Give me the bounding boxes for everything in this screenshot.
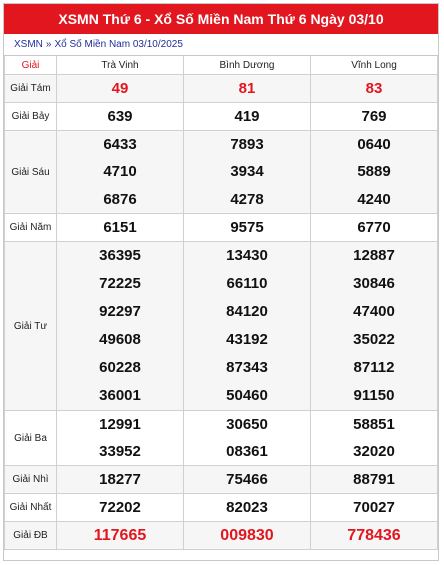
prize-number-group — [57, 131, 184, 214]
prize-label: Giải ĐB — [5, 522, 57, 550]
prize-number: 58851 — [353, 416, 395, 433]
prize-number: 5889 — [357, 163, 391, 181]
prize-label: Giải Nhì — [5, 466, 57, 494]
prize-number: 50460 — [226, 387, 268, 404]
prize-number: 009830 — [184, 522, 311, 550]
prize-number: 83 — [311, 75, 438, 103]
prize-number-group — [311, 411, 438, 466]
prize-number-group — [184, 242, 311, 411]
prize-number: 70027 — [311, 494, 438, 522]
prize-number: 30650 — [226, 416, 268, 433]
prize-number: 769 — [311, 103, 438, 131]
prize-number-group — [57, 242, 184, 411]
prize-number: 60228 — [99, 359, 141, 376]
prize-number: 75466 — [184, 466, 311, 494]
results-table — [4, 56, 438, 550]
breadcrumb — [4, 34, 438, 56]
prize-number: 9575 — [184, 214, 311, 242]
prize-number: 778436 — [311, 522, 438, 550]
prize-label: Giải Sáu — [5, 131, 57, 214]
prize-number: 43192 — [226, 331, 268, 348]
prize-label: Giải Ba — [5, 411, 57, 466]
prize-number: 82023 — [184, 494, 311, 522]
prize-number: 36395 — [99, 247, 141, 264]
prize-number: 4710 — [103, 163, 137, 181]
table-row — [5, 214, 438, 242]
prize-number: 81 — [184, 75, 311, 103]
prize-number-group — [311, 242, 438, 411]
prize-number: 36001 — [99, 387, 141, 404]
prize-number: 30846 — [353, 275, 395, 292]
table-row — [5, 522, 438, 550]
table-row — [5, 242, 438, 411]
province-header[interactable]: Vĩnh Long — [311, 56, 438, 75]
breadcrumb-separator: » — [45, 39, 52, 50]
prize-number: 6433 — [103, 136, 137, 153]
table-row — [5, 494, 438, 522]
table-row — [5, 103, 438, 131]
prize-number: 419 — [184, 103, 311, 131]
prize-number: 12887 — [353, 247, 395, 264]
prize-number: 6770 — [311, 214, 438, 242]
page-title: XSMN Thứ 6 - Xổ Số Miền Nam Thứ 6 Ngày 03/10 — [4, 4, 438, 34]
prize-number: 6876 — [103, 190, 137, 208]
prize-label: Giải Nhất — [5, 494, 57, 522]
prize-number: 6151 — [57, 214, 184, 242]
prize-number-group — [184, 131, 311, 214]
table-row — [5, 131, 438, 214]
prize-number: 72202 — [57, 494, 184, 522]
prize-number: 72225 — [99, 275, 141, 292]
prize-number: 66110 — [226, 275, 268, 292]
prize-number: 92297 — [99, 303, 141, 320]
province-header[interactable]: Trà Vinh — [57, 56, 184, 75]
prize-number: 3934 — [230, 163, 264, 181]
prize-number: 12991 — [99, 416, 141, 433]
prize-column-header: Giải — [5, 56, 57, 75]
prize-number: 7893 — [230, 136, 264, 153]
prize-number: 639 — [57, 103, 184, 131]
prize-number: 87343 — [226, 359, 268, 376]
prize-number: 18277 — [57, 466, 184, 494]
prize-number: 33952 — [99, 443, 141, 460]
prize-number: 4240 — [357, 190, 391, 208]
prize-number: 91150 — [353, 387, 395, 404]
prize-label: Giải Tư — [5, 242, 57, 411]
prize-number: 87112 — [353, 359, 395, 376]
prize-number: 84120 — [226, 303, 268, 320]
prize-number: 32020 — [353, 443, 395, 460]
prize-label: Giải Tám — [5, 75, 57, 103]
prize-number: 35022 — [353, 331, 395, 348]
prize-number-group — [57, 411, 184, 466]
prize-number: 47400 — [353, 303, 395, 320]
prize-number: 117665 — [57, 522, 184, 550]
breadcrumb-current-link[interactable]: Xổ Số Miền Nam 03/10/2025 — [54, 39, 183, 50]
prize-number: 4278 — [230, 190, 264, 208]
prize-number: 08361 — [226, 443, 268, 460]
prize-number: 0640 — [357, 136, 391, 153]
prize-number: 49 — [57, 75, 184, 103]
province-header[interactable]: Bình Dương — [184, 56, 311, 75]
breadcrumb-home-link[interactable]: XSMN — [14, 39, 43, 50]
prize-label: Giải Năm — [5, 214, 57, 242]
prize-label: Giải Bảy — [5, 103, 57, 131]
table-row — [5, 466, 438, 494]
prize-number: 49608 — [99, 331, 141, 348]
prize-number: 88791 — [311, 466, 438, 494]
table-header-row — [5, 56, 438, 75]
prize-number-group — [311, 131, 438, 214]
prize-number-group — [184, 411, 311, 466]
table-row — [5, 75, 438, 103]
table-row — [5, 411, 438, 466]
prize-number: 13430 — [226, 247, 268, 264]
results-panel — [3, 3, 439, 561]
